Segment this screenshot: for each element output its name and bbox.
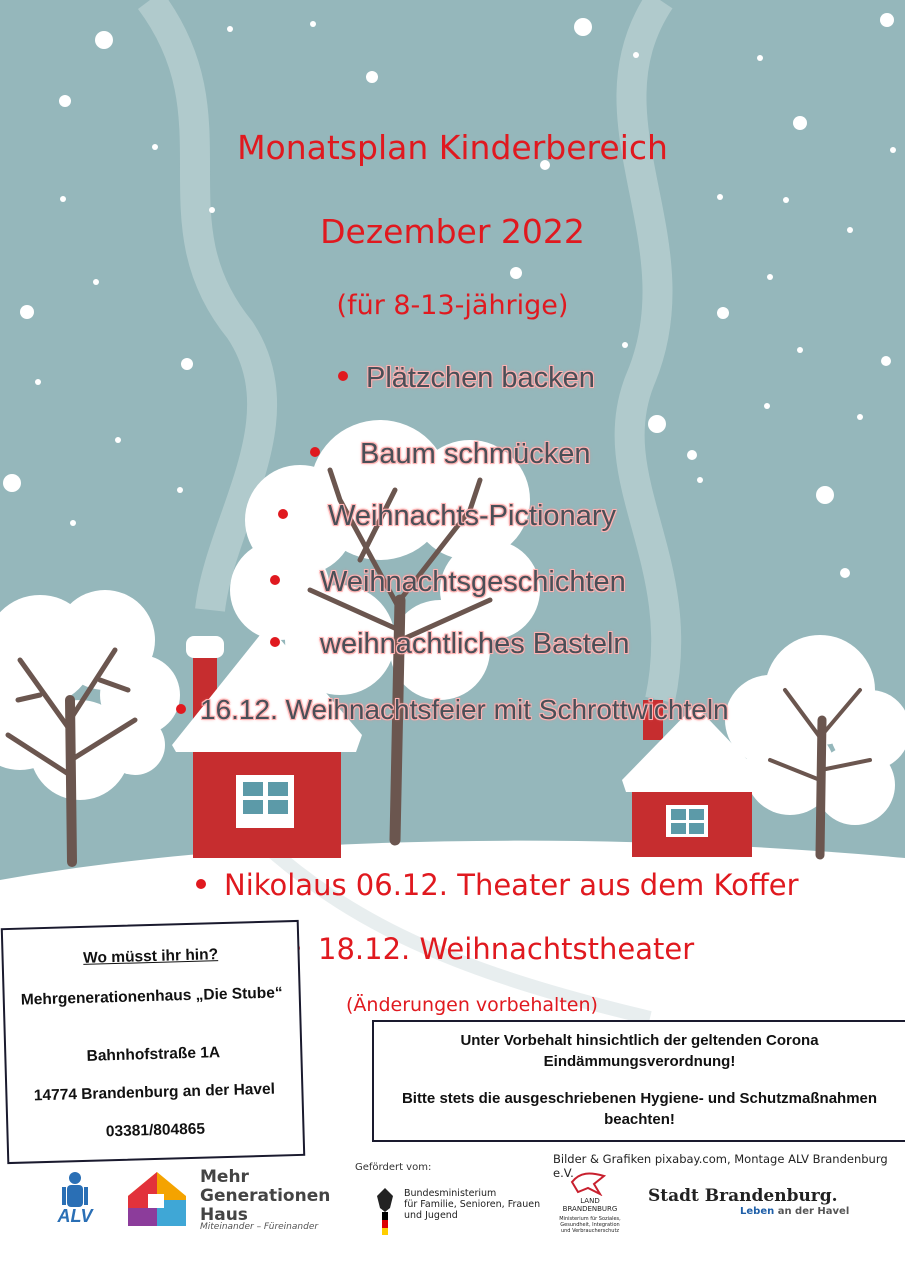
activity-item: Weihnachtsgeschichten [270, 566, 626, 599]
event-item: Nikolaus 06.12. Theater aus dem Koffer [196, 868, 799, 902]
bullet-icon [338, 371, 348, 381]
address-box [1, 920, 305, 1164]
event-item: 18.12. Weihnachtstheater [290, 932, 694, 966]
age-group: (für 8-13-jährige) [336, 290, 569, 321]
changes-note: (Änderungen vorbehalten) [346, 994, 598, 1016]
activity-item: 16.12. Weihnachtsfeier mit Schrottwichteln [176, 694, 729, 726]
bullet-icon [278, 509, 288, 519]
brandenburg-eagle-icon [570, 1170, 606, 1196]
bullet-icon [270, 575, 280, 585]
corona-line-2: Bitte stets die ausgeschriebenen Hygiene- und Schutzmaßnahmen beachten! [401, 1090, 878, 1128]
image-credits: Bilder & Grafiken pixabay.com, Montage ALV Brandenburg e.V. [553, 1152, 888, 1180]
venue-name: Mehrgenerationenhaus „Die Stube“ [20, 984, 283, 1009]
bmfsfj-logo-text: Bundesministerium für Familie, Senioren, Frauen und Jugend [404, 1188, 541, 1221]
bullet-icon [310, 447, 320, 457]
alv-logo: ALV [52, 1170, 98, 1228]
activity-item: Plätzchen backen [338, 362, 595, 395]
phone-number: 03381/804865 [105, 1120, 206, 1141]
bullet-icon [176, 704, 186, 714]
city-address: 14774 Brandenburg an der Havel [33, 1080, 276, 1105]
page-title: Monatsplan Kinderbereich [237, 128, 668, 167]
stadt-brandenburg-tagline: Leben an der Havel [740, 1206, 850, 1217]
corona-line-1: Unter Vorbehalt hinsichtlich der geltenden Corona Eindämmungsverordnung! [460, 1032, 819, 1070]
funded-by-label: Gefördert vom: [355, 1162, 432, 1173]
mgh-tagline: Miteinander – Füreinander [200, 1222, 319, 1232]
bullet-icon [270, 637, 280, 647]
federal-eagle-icon [372, 1186, 398, 1236]
activity-item: weihnachtliches Basteln [270, 628, 630, 661]
house-puzzle-icon [124, 1168, 190, 1230]
street-address: Bahnhofstraße 1A [86, 1044, 221, 1065]
mgh-logo-text: Mehr Generationen Haus [200, 1167, 331, 1225]
address-heading: Wo müsst ihr hin? [82, 946, 219, 967]
corona-notice-box [372, 1020, 905, 1142]
activity-item: Weihnachts-Pictionary [278, 500, 616, 533]
bullet-icon [196, 879, 206, 889]
land-brandenburg-logo-text: LAND BRANDENBURG Ministerium für Soziales, Gesundheit, Integration und Verbraucherschutz [559, 1197, 621, 1234]
activity-item: Baum schmücken [310, 438, 591, 471]
stadt-brandenburg-logo: Stadt Brandenburg. [648, 1186, 838, 1206]
month-title: Dezember 2022 [320, 212, 585, 251]
